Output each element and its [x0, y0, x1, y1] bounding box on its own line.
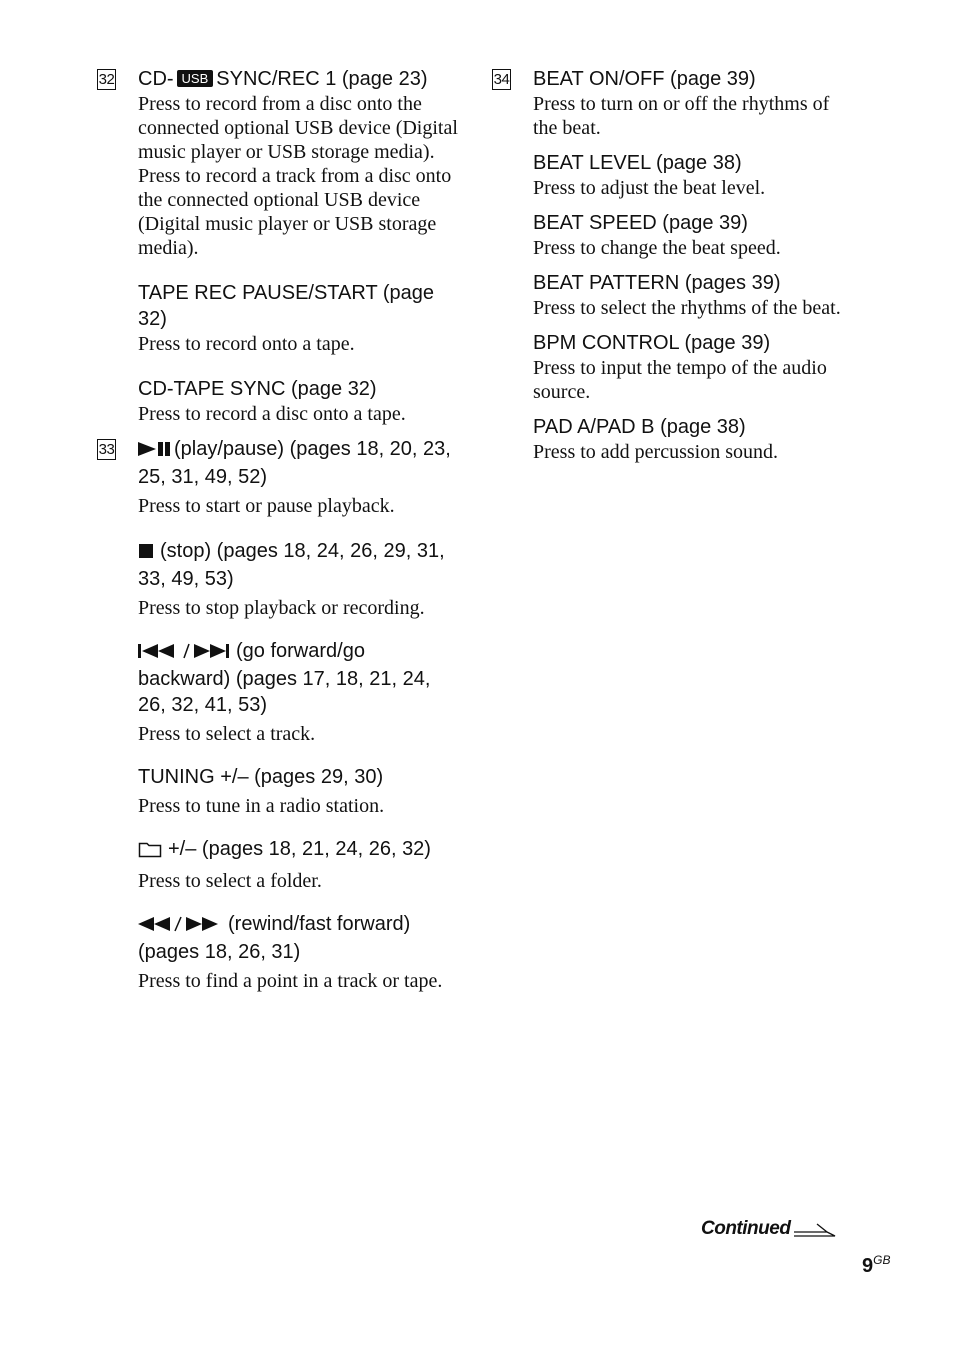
heading-text: (play/pause) (pages 18, 20, 23, 25, 31, 49, 52): [138, 438, 451, 488]
section-32: [97, 66, 462, 426]
item-description: Press to select the rhythms of the beat.: [533, 297, 841, 319]
section-number: 32: [98, 71, 115, 88]
continued-arrow-icon: [793, 1221, 837, 1244]
usb-badge: USB: [177, 70, 214, 87]
item-description: Press to record from a disc onto the connected optional USB device (Digital music player or USB storage media).: [138, 93, 458, 163]
item-tuning: [138, 764, 462, 818]
item-description: Press to stop playback or recording.: [138, 597, 425, 619]
heading-text: (stop) (pages 18, 24, 26, 29, 31, 33, 49, 53): [138, 540, 445, 590]
item-description: Press to record a track from a disc onto the connected optional USB device (Digital music player or USB storage media).: [138, 165, 452, 259]
folder-icon: [138, 839, 164, 865]
heading-prefix: CD-: [138, 68, 174, 90]
item-heading: BEAT SPEED (page 39): [533, 212, 748, 234]
item-heading: [138, 66, 462, 92]
item-description: Press to input the tempo of the audio source.: [533, 357, 827, 403]
item-beat-pattern: [533, 270, 852, 320]
item-beat-on-off: [533, 66, 852, 140]
item-description: Press to adjust the beat level.: [533, 177, 766, 199]
item-description: Press to change the beat speed.: [533, 237, 781, 259]
item-heading: [138, 836, 462, 865]
item-description: Press to record a disc onto a tape.: [138, 403, 406, 425]
item-heading: TAPE REC PAUSE/START (page 32): [138, 282, 435, 330]
item-heading: BEAT PATTERN (pages 39): [533, 272, 781, 294]
right-column: [492, 66, 852, 464]
heading-text: (go forward/go backward) (pages 17, 18, 21, 24, 26, 32, 41, 53): [138, 640, 431, 716]
section-33: [97, 436, 462, 993]
section-number: 33: [98, 441, 115, 458]
item-heading: TUNING +/– (pages 29, 30): [138, 766, 384, 788]
item-heading: [138, 911, 462, 965]
item-heading: CD-TAPE SYNC (page 32): [138, 378, 377, 400]
page-suffix: GB: [873, 1253, 891, 1267]
item-heading: BEAT ON/OFF (page 39): [533, 68, 756, 90]
continued-label: Continued: [701, 1218, 791, 1239]
item-heading: [138, 638, 462, 718]
page-number: [862, 1253, 890, 1278]
left-column: [97, 66, 462, 993]
item-description: Press to find a point in a track or tape.: [138, 970, 443, 992]
item-description: Press to add percussion sound.: [533, 441, 778, 463]
item-cd-tape-sync: [138, 376, 462, 426]
heading-suffix: SYNC/REC 1 (page 23): [216, 68, 428, 90]
item-description: Press to select a folder.: [138, 870, 322, 892]
item-bpm-control: [533, 330, 852, 404]
item-cd-usb-sync: [138, 66, 462, 260]
item-description: Press to select a track.: [138, 723, 316, 745]
item-description: Press to record onto a tape.: [138, 333, 355, 355]
stop-icon: [138, 540, 160, 566]
section-number: 34: [493, 71, 510, 88]
page-number-value: 9: [862, 1255, 874, 1277]
item-heading: PAD A/PAD B (page 38): [533, 416, 746, 438]
item-description: Press to turn on or off the rhythms of the beat.: [533, 93, 830, 139]
item-description: Press to start or pause playback.: [138, 495, 395, 517]
item-beat-level: [533, 150, 852, 200]
item-heading: BEAT LEVEL (page 38): [533, 152, 742, 174]
item-folder: [138, 836, 462, 893]
item-beat-speed: [533, 210, 852, 260]
item-rewind-ff: [138, 911, 462, 993]
item-heading: BPM CONTROL (page 39): [533, 332, 771, 354]
heading-text: (rewind/fast forward) (pages 18, 26, 31): [138, 913, 411, 963]
item-prev-next: [138, 638, 462, 746]
heading-text: +/– (pages 18, 21, 24, 26, 32): [168, 838, 431, 860]
item-stop: [138, 538, 462, 620]
item-tape-rec: [138, 280, 462, 356]
item-description: Press to tune in a radio station.: [138, 795, 385, 817]
prev-next-icon: [138, 640, 236, 666]
section-34: [492, 66, 852, 464]
item-heading: [138, 436, 462, 490]
item-heading: [138, 538, 462, 592]
item-pad: [533, 414, 852, 464]
rewind-ff-icon: [138, 913, 228, 939]
item-play-pause: [138, 436, 462, 518]
